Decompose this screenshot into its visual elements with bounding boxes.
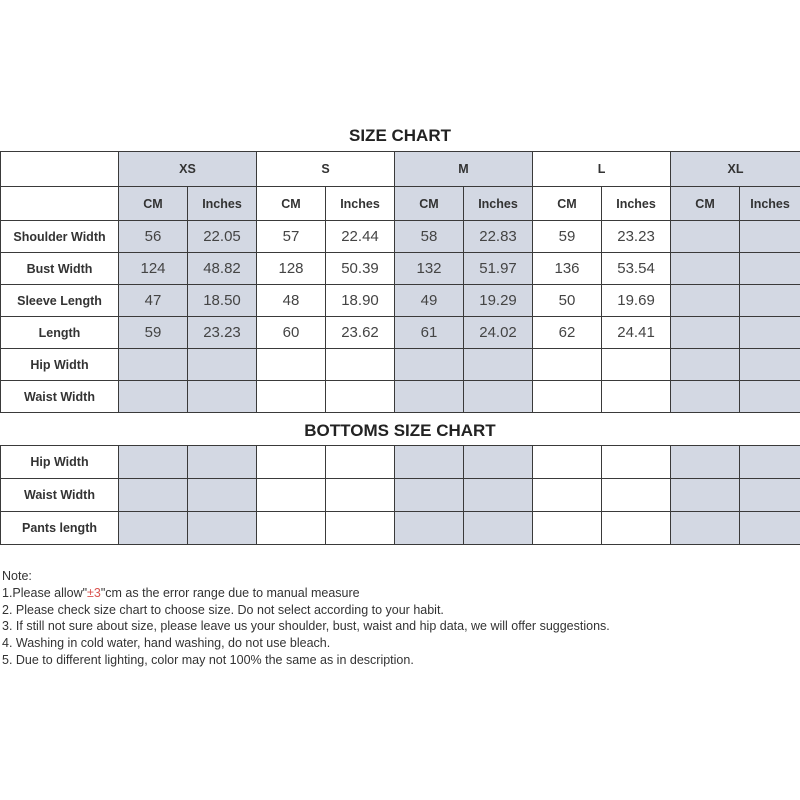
value-cell: 23.23 (188, 317, 257, 349)
value-cell: 23.62 (326, 317, 395, 349)
unit-header-inches: Inches (464, 187, 533, 221)
unit-header-cm: CM (671, 187, 740, 221)
value-cell (395, 479, 464, 512)
row-label: Shoulder Width (1, 221, 119, 253)
value-cell (188, 479, 257, 512)
table-row (1, 221, 800, 253)
value-cell (671, 512, 740, 545)
value-cell (602, 349, 671, 381)
value-cell (671, 381, 740, 413)
value-cell (464, 349, 533, 381)
value-cell: 19.69 (602, 285, 671, 317)
value-cell: 128 (257, 253, 326, 285)
corner-cell (1, 152, 119, 187)
value-cell: 136 (533, 253, 602, 285)
row-label: Pants length (1, 512, 119, 545)
note-line-1-start: 1.Please allow" (2, 585, 88, 600)
value-cell (395, 446, 464, 479)
size-header-m: M (395, 152, 533, 187)
value-cell: 49 (395, 285, 464, 317)
value-cell (464, 381, 533, 413)
value-cell (671, 349, 740, 381)
size-chart-title: SIZE CHART (349, 126, 451, 145)
table-row (1, 512, 800, 545)
value-cell (257, 479, 326, 512)
value-cell: 22.83 (464, 221, 533, 253)
value-cell: 48 (257, 285, 326, 317)
size-header-xl: XL (671, 152, 800, 187)
value-cell: 50.39 (326, 253, 395, 285)
value-cell: 24.02 (464, 317, 533, 349)
row-label: Waist Width (1, 381, 119, 413)
note-line-4: 4. Washing in cold water, hand washing, do not use bleach. (2, 636, 331, 651)
value-cell: 22.44 (326, 221, 395, 253)
table-row (1, 479, 800, 512)
unit-header-inches: Inches (602, 187, 671, 221)
note-line-1 (2, 585, 610, 602)
value-cell (326, 446, 395, 479)
row-label: Hip Width (1, 349, 119, 381)
value-cell (257, 349, 326, 381)
value-cell (602, 512, 671, 545)
bottoms-size-chart-title: BOTTOMS SIZE CHART (304, 421, 496, 440)
value-cell (119, 349, 188, 381)
value-cell (671, 479, 740, 512)
value-cell: 23.23 (602, 221, 671, 253)
row-label: Bust Width (1, 253, 119, 285)
row-label: Length (1, 317, 119, 349)
value-cell: 124 (119, 253, 188, 285)
value-cell (119, 381, 188, 413)
value-cell (326, 381, 395, 413)
value-cell: 58 (395, 221, 464, 253)
value-cell (395, 349, 464, 381)
table-row (1, 349, 800, 381)
value-cell (602, 446, 671, 479)
size-header-l: L (533, 152, 671, 187)
value-cell (119, 512, 188, 545)
note-line-1-end: "cm as the error range due to manual measure (100, 585, 360, 600)
bottoms-size-table (0, 445, 800, 545)
table-row (1, 253, 800, 285)
note-line-3: 3. If still not sure about size, please leave us your shoulder, bust, waist and hip data, we will offer suggestions. (2, 619, 610, 634)
unit-header-inches: Inches (740, 187, 800, 221)
size-header-xs: XS (119, 152, 257, 187)
value-cell (740, 221, 800, 253)
note-line-5: 5. Due to different lighting, color may not 100% the same as in description. (2, 652, 414, 667)
value-cell: 62 (533, 317, 602, 349)
value-cell (326, 349, 395, 381)
value-cell: 48.82 (188, 253, 257, 285)
size-header-s: S (257, 152, 395, 187)
value-cell (257, 512, 326, 545)
tops-size-table (0, 151, 800, 413)
value-cell (533, 381, 602, 413)
value-cell: 61 (395, 317, 464, 349)
value-cell (395, 381, 464, 413)
unit-header-cm: CM (533, 187, 602, 221)
value-cell (464, 446, 533, 479)
value-cell (671, 317, 740, 349)
value-cell: 18.50 (188, 285, 257, 317)
note-line-2: 2. Please check size chart to choose size. Do not select according to your habit. (2, 602, 444, 617)
corner-cell (1, 187, 119, 221)
table-row (1, 446, 800, 479)
value-cell: 47 (119, 285, 188, 317)
value-cell (188, 349, 257, 381)
value-cell (740, 349, 800, 381)
value-cell: 19.29 (464, 285, 533, 317)
value-cell: 60 (257, 317, 326, 349)
value-cell: 56 (119, 221, 188, 253)
value-cell: 59 (533, 221, 602, 253)
value-cell (671, 446, 740, 479)
table-row (1, 317, 800, 349)
value-cell (533, 446, 602, 479)
value-cell: 59 (119, 317, 188, 349)
value-cell (533, 349, 602, 381)
unit-header-inches: Inches (326, 187, 395, 221)
row-label: Sleeve Length (1, 285, 119, 317)
value-cell: 53.54 (602, 253, 671, 285)
value-cell (602, 381, 671, 413)
unit-header-inches: Inches (188, 187, 257, 221)
value-cell (740, 317, 800, 349)
unit-header-cm: CM (119, 187, 188, 221)
value-cell (257, 381, 326, 413)
value-cell (395, 512, 464, 545)
value-cell: 18.90 (326, 285, 395, 317)
value-cell (740, 479, 800, 512)
notes-heading: Note: (2, 569, 32, 583)
value-cell: 50 (533, 285, 602, 317)
unit-header-cm: CM (257, 187, 326, 221)
value-cell (464, 479, 533, 512)
unit-header-cm: CM (395, 187, 464, 221)
note-tolerance: ±3 (87, 585, 101, 600)
value-cell (188, 381, 257, 413)
value-cell (188, 446, 257, 479)
value-cell (740, 381, 800, 413)
value-cell (671, 285, 740, 317)
value-cell (740, 253, 800, 285)
notes-section (2, 568, 610, 669)
value-cell (671, 221, 740, 253)
value-cell (740, 512, 800, 545)
value-cell (740, 285, 800, 317)
value-cell: 24.41 (602, 317, 671, 349)
value-cell (326, 479, 395, 512)
value-cell (119, 479, 188, 512)
value-cell: 22.05 (188, 221, 257, 253)
value-cell: 57 (257, 221, 326, 253)
row-label: Hip Width (1, 446, 119, 479)
table-row (1, 285, 800, 317)
value-cell: 51.97 (464, 253, 533, 285)
value-cell (257, 446, 326, 479)
row-label: Waist Width (1, 479, 119, 512)
table-row (1, 381, 800, 413)
value-cell (119, 446, 188, 479)
value-cell (464, 512, 533, 545)
value-cell: 132 (395, 253, 464, 285)
value-cell (326, 512, 395, 545)
value-cell (188, 512, 257, 545)
value-cell (671, 253, 740, 285)
value-cell (602, 479, 671, 512)
value-cell (533, 479, 602, 512)
value-cell (533, 512, 602, 545)
value-cell (740, 446, 800, 479)
